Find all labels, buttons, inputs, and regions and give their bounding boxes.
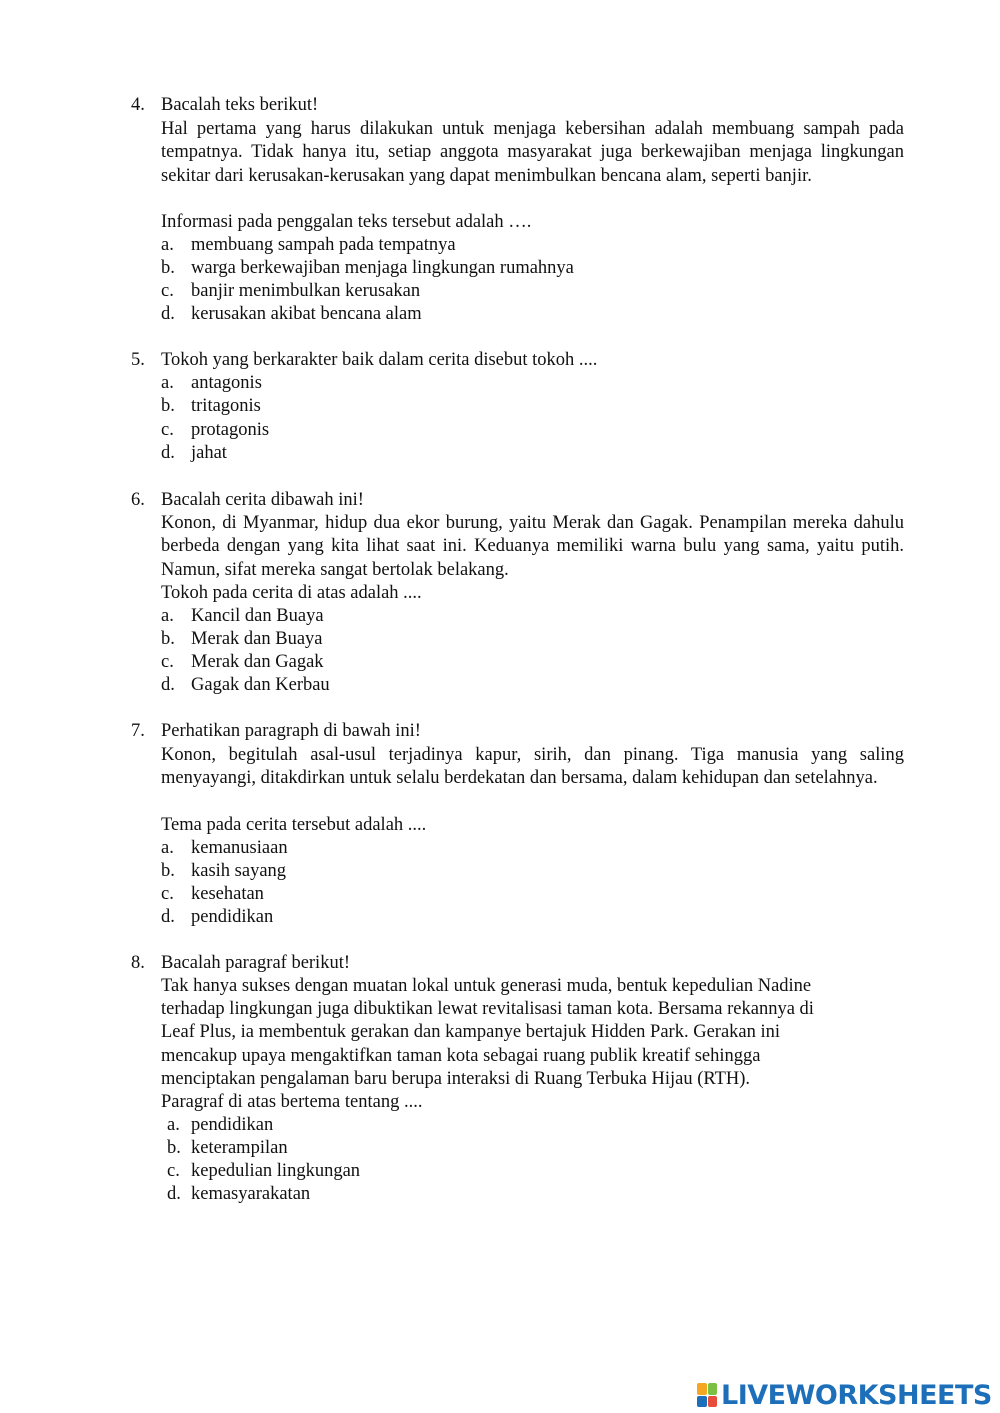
question-number: 7. [131,721,145,741]
option-letter: c. [167,1161,180,1181]
option-text: banjir menimbulkan kerusakan [191,281,421,301]
option-c[interactable] [161,419,761,442]
option-letter: c. [161,281,174,301]
option-text: warga berkewajiban menjaga lingkungan rumahnya [191,258,574,278]
passage-line: Tak hanya sukses dengan muatan lokal untuk generasi muda, bentuk kepedulian Nadine [161,976,812,996]
question-prompt: Bacalah cerita dibawah ini! [161,490,364,510]
option-b[interactable] [167,1137,767,1160]
option-d[interactable] [161,442,761,465]
option-letter: b. [161,861,175,881]
option-letter: a. [161,838,174,858]
option-d[interactable] [167,1183,767,1206]
option-text: tritagonis [191,396,261,416]
option-text: protagonis [191,420,270,440]
question-text: Paragraf di atas bertema tentang .... [161,1092,423,1112]
option-text: kemasyarakatan [191,1184,311,1204]
option-a[interactable] [161,234,761,257]
passage-line: terhadap lingkungan juga dibuktikan lewat revitalisasi taman kota. Bersama rekannya di [161,999,814,1019]
reading-passage: Konon, begitulah asal-usul terjadinya kapur, sirih, dan pinang. Tiga manusia yang saling menyayangi, ditakdirkan untuk selalu berdekatan dan bersama, dalam kehidupan dan setelahnya. [161,745,904,789]
question-text: Informasi pada penggalan teks tersebut adalah …. [161,212,532,232]
option-text: Kancil dan Buaya [191,606,324,626]
question-text: Tokoh pada cerita di atas adalah .... [161,583,422,603]
option-b[interactable] [161,860,761,883]
passage-line: mencakup upaya mengaktifkan taman kota sebagai ruang publik kreatif sehingga [161,1046,761,1066]
liveworksheets-logo-icon [697,1383,717,1407]
option-text: kerusakan akibat bencana alam [191,304,422,324]
liveworksheets-logo[interactable] [697,1380,992,1410]
option-b[interactable] [161,395,761,418]
option-letter: c. [161,420,174,440]
question-number: 8. [131,953,145,973]
option-letter: b. [161,258,175,278]
option-letter: d. [167,1184,181,1204]
question-prompt: Tokoh yang berkarakter baik dalam cerita disebut tokoh .... [161,350,598,370]
passage-line: menciptakan pengalaman baru berupa interaksi di Ruang Terbuka Hijau (RTH). [161,1069,751,1089]
question-number: 5. [131,350,145,370]
option-d[interactable] [161,674,761,697]
option-c[interactable] [161,651,761,674]
option-d[interactable] [161,303,761,326]
passage-line: Leaf Plus, ia membentuk gerakan dan kampanye bertajuk Hidden Park. Gerakan ini [161,1022,781,1042]
option-letter: d. [161,304,175,324]
option-c[interactable] [161,280,761,303]
question-text: Tema pada cerita tersebut adalah .... [161,815,427,835]
option-letter: a. [161,373,174,393]
option-letter: b. [167,1138,181,1158]
option-letter: d. [161,675,175,695]
option-c[interactable] [167,1160,767,1183]
option-text: kasih sayang [191,861,287,881]
option-text: pendidikan [191,1115,274,1135]
option-a[interactable] [167,1114,767,1137]
question-number: 4. [131,95,145,115]
option-a[interactable] [161,605,761,628]
option-letter: a. [161,606,174,626]
option-text: jahat [191,443,227,463]
option-letter: d. [161,443,175,463]
logo-text: LIVEWORKSHEETS [721,1379,992,1411]
option-text: Merak dan Buaya [191,629,323,649]
option-text: membuang sampah pada tempatnya [191,235,456,255]
option-b[interactable] [161,628,761,651]
question-number: 6. [131,490,145,510]
option-text: antagonis [191,373,262,393]
option-letter: c. [161,652,174,672]
option-letter: c. [161,884,174,904]
question-prompt: Perhatikan paragraph di bawah ini! [161,721,421,741]
question-prompt: Bacalah teks berikut! [161,95,319,115]
option-text: Merak dan Gagak [191,652,324,672]
option-letter: b. [161,396,175,416]
option-letter: a. [161,235,174,255]
option-letter: a. [167,1115,180,1135]
option-text: kesehatan [191,884,264,904]
option-text: kemanusiaan [191,838,288,858]
option-a[interactable] [161,372,761,395]
option-text: Gagak dan Kerbau [191,675,330,695]
reading-passage: Konon, di Myanmar, hidup dua ekor burung, yaitu Merak dan Gagak. Penampilan mereka dahulu berbeda dengan yang kita lihat saat ini. Keduanya memiliki warna bulu yang sama, yaitu putih. Namun, sifat mereka sangat bertolak belakang. [161,513,904,580]
option-a[interactable] [161,837,761,860]
option-text: keterampilan [191,1138,288,1158]
option-letter: d. [161,907,175,927]
option-d[interactable] [161,906,761,929]
option-text: kepedulian lingkungan [191,1161,361,1181]
option-b[interactable] [161,257,761,280]
question-prompt: Bacalah paragraf berikut! [161,953,351,973]
option-c[interactable] [161,883,761,906]
option-letter: b. [161,629,175,649]
option-text: pendidikan [191,907,274,927]
reading-passage: Hal pertama yang harus dilakukan untuk menjaga kebersihan adalah membuang sampah pada tempatnya. Tidak hanya itu, setiap anggota masyarakat juga berkewajiban menjaga lingkungan sekitar dari kerusakan-kerusakan yang dapat menimbulkan bencana alam, seperti banjir. [161,119,904,186]
